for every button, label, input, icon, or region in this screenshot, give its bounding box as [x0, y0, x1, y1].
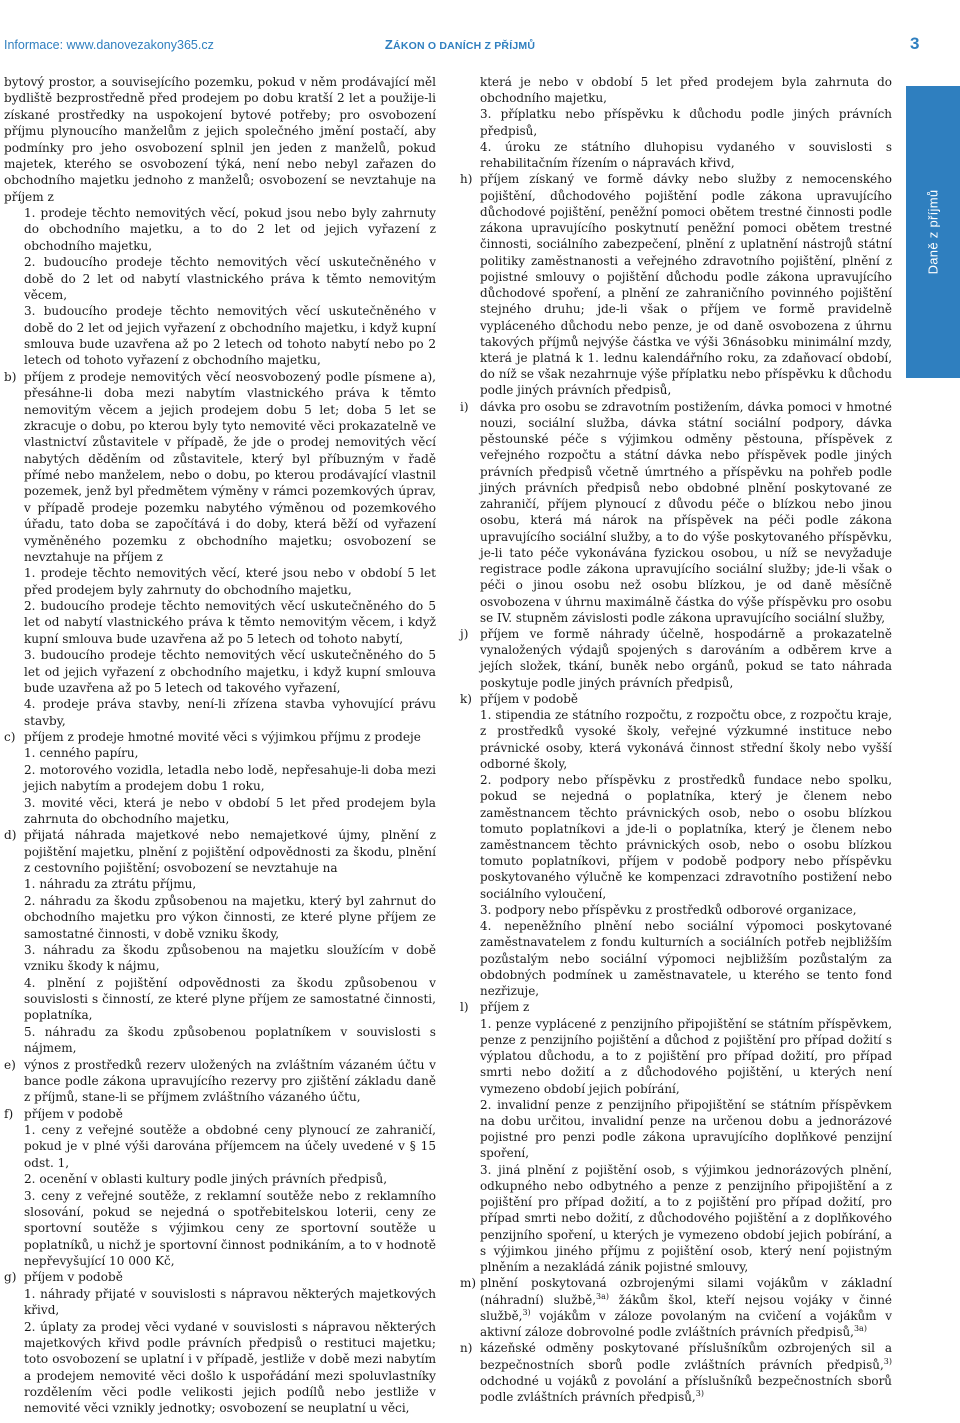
item-text: 2. podpory nebo příspěvku z prostředků fundace nebo spolku, pokud se nejedná o poplatníka, který je členem nebo zaměstnancem těchto právnických osob, nebo o osobu blízkou tomuto poplatníkovi a jde-li o poplatníka, který je členem nebo zaměstnancem těchto právnických osob, nebo o osobu blízkou tomuto poplatníkovi, příjem v podobě podpory nebo příspěvku poskytovaného výlučně ke kompenzaci zdravotního postižení nebo sociálního vyloučení, [480, 773, 892, 901]
footnote-ref: 3) [695, 1389, 704, 1398]
item-text: 1. prodeje těchto nemovitých věcí, které jsou nebo v období 5 let před prodejem byly zahrnuty do obchodního majetku, [24, 566, 436, 597]
item-letter: h) [460, 172, 473, 187]
item-text: 4. úroku ze státního dluhopisu vydaného v souvislosti s rehabilitačním řízením o nápravách křivd, [480, 139, 892, 171]
lettered-item [460, 171, 892, 398]
item-text: příjem získaný ve formě dávky nebo služby z nemocenského pojištění, důchodového pojištění podle zákona upravujícího důchodové pojištění, peněžní pomoci obětem trestné činnosti podle zákona upravujícího poskytnutí peněžní pomoci obětem trestné činnosti, sociálního zabezpečení, plnění z uplatnění nástrojů státní politiky zaměstnanosti a veřejného zdravotního pojištění, plnění z pojistné smlouvy o pojištění důchodu podle zákona upravujícího důchodové spoření, a plnění ze zahraničního povinného pojištění stejného druhu; jde-li však o příjem ve formě pravidelně vypláceného důchodu nebo penze, je od daně osvobozena z úhrnu takových příjmů nejvýše částka ve výši 36násobku minimální mzdy, která je platná k 1. lednu kalendářního roku, za zdaňovací období, do níž se však nezahrnuje výše příplatku nebo příspěvku k důchodu podle jiných právních předpisů, [480, 172, 892, 398]
item-text: příjem z prodeje nemovitých věcí neosvobozený podle písmene a), přesáhne-li doba mezi nabytím vlastnického práva k těmto nemovitým věcem a jejich prodejem dobu 5 let; doba 5 let se zkracuje o dobu, po kterou byly tyto nemovité věci prokazatelně ve vlastnictví zůstavitele v případě, že jde o prodej nemovitých věcí nabytých děděním od zůstavitele, který byl příbuzným v řadě přímé nebo manželem, nebo o dobu, po kterou prodávající vlastnil pozemek, jenž byl předmětem výměny v rámci pozemkových úprav, v případě prodeje pozemku nabytého výměnou od pozemkového úřadu, tato doba se započítává i do doby, která běží od vyřazení vyměněného pozemku z obchodního majetku; osvobození se nevztahuje na příjem z [24, 369, 436, 564]
item-text: 1. náhrady přijaté v souvislosti s nápravou některých majetkových křivd, [24, 1286, 436, 1318]
item-text: příjem z [480, 1000, 530, 1015]
lettered-item [4, 827, 436, 876]
numbered-subitem [460, 902, 892, 918]
lettered-item [4, 729, 436, 745]
item-letter: c) [4, 730, 16, 744]
item-letter: k) [460, 691, 472, 706]
item-text: 4. nepeněžního plnění nebo sociální výpomoci poskytované zaměstnavatelem z fondu kulturních a sociálních potřeb nejbližším pozůstalým nebo sociální výpomoci nejbližším pozůstalým za obdobných podmínek u zaměstnavatele, u kterého se tento fond nezřizuje, [480, 919, 892, 999]
item-text: příjem z prodeje hmotné movité věci s výjimkou příjmu z prodeje [24, 730, 421, 744]
item-text: 1. náhradu za ztrátu příjmu, [24, 877, 197, 892]
side-section-tab [906, 86, 960, 378]
numbered-subitem [460, 139, 892, 171]
item-text: bytový prostor, a souvisejícího pozemku, pokud v něm prodávající měl bydliště bezprostředně před prodejem po dobu kratší 2 let a použije-li získané prostředky na uspokojení bytové potřeby; pro osvobození příjmu plynoucího manželům z jejich společného jmění postačí, aby podmínky pro jeho osvobození splnil jen jeden z manželů, pokud majetek, kterého se osvobození týká, není nebo nebyl zařazen do obchodního majetku jednoho z manželů; osvobození se nevztahuje na příjem z [4, 75, 436, 204]
item-text: plnění poskytovaná ozbrojenými silami vojákům v základní (náhradní) službě, [480, 1276, 892, 1307]
running-title-rest: ÁKON O DANÍCH Z PŘÍJMŮ [393, 40, 536, 52]
item-text: 3. movité věci, která je nebo v období 5 let před prodejem byla zahrnuta do obchodního majetku, [24, 795, 436, 826]
numbered-subitem [4, 795, 436, 828]
numbered-subitem [4, 876, 436, 892]
numbered-subitem [460, 918, 892, 999]
footnote-ref: 3a) [853, 1324, 867, 1334]
numbered-subitem [4, 1286, 436, 1319]
item-text: 1. prodeje těchto nemovitých věcí, pokud jsou nebo byly zahrnuty do obchodního majetku, a to do 2 let od jejich vyřazení z obchodního majetku, [24, 206, 436, 253]
lettered-item [460, 1275, 892, 1340]
numbered-subitem [4, 565, 436, 598]
footnote-ref: 3) [883, 1356, 892, 1366]
item-text: 2. budoucího prodeje těchto nemovitých věcí uskutečněného do 5 let od nabytí vlastnického práva k těmto nemovitým věcem, i když kupní smlouva bude uzavřena až po 5 letech od tohoto nabytí, [24, 599, 436, 646]
lettered-item [4, 1269, 436, 1285]
lettered-item [460, 691, 892, 707]
numbered-subitem [460, 1016, 892, 1097]
lettered-item [460, 399, 892, 626]
item-text: 3. budoucího prodeje těchto nemovitých věcí uskutečněného do 5 let od jejich vyřazení z obchodního majetku, i když kupní smlouva bude uzavřena až po 5 letech od takového vyřazení, [24, 648, 436, 695]
item-text: příjem v podobě [24, 1106, 123, 1121]
numbered-subitem [460, 106, 892, 138]
item-text: příjem ve formě náhrady účelně, hospodárně a prokazatelně vynaložených výdajů spojených s darováním a odběrem krve a jejích složek, tkání, buněk nebo orgánů, pokud se tato náhrada poskytuje podle jiných právních předpisů, [480, 626, 892, 690]
paragraph [4, 74, 436, 205]
numbered-subitem [4, 893, 436, 942]
item-text: 3. budoucího prodeje těchto nemovitých věcí uskutečněného v době do 2 let od jejich vyřazení z obchodního majetku, i když kupní smlouva bude uzavřena až po 2 letech od tohoto nabytí nebo po 2 letech od tohoto vyřazení z obchodního majetku, [24, 304, 436, 368]
side-section-label: Daně z příjmů [925, 189, 941, 275]
lettered-item [460, 1340, 892, 1405]
lettered-item [4, 1057, 436, 1106]
item-text: 3. ceny z veřejné soutěže, z reklamní soutěže nebo z reklamního slosování, pokud se nejedná o spotřebitelskou loterii, ceny ze sportovní soutěže s výjimkou ceny ze sportovní soutěže u poplatníků, u nichž je sportovní činnost podnikáním, a to v hodnotě nepřevyšující 10 000 Kč, [24, 1188, 436, 1268]
item-text: příjem v podobě [480, 691, 578, 706]
header-source: Informace: www.danovezakony365.cz [4, 38, 214, 52]
item-text: žákům škol, kteří nejsou vojáky v činné službě, [480, 1292, 892, 1323]
item-text: kázeňské odměny poskytované příslušníkům ozbrojených sil a bezpečnostních sborů podle zvláštních právních předpisů, [480, 1341, 892, 1372]
numbered-subitem [4, 975, 436, 1024]
item-text: která je nebo v období 5 let před prodejem byla zahrnuta do obchodního majetku, [480, 75, 892, 106]
item-text: příjem v podobě [24, 1270, 123, 1285]
item-text: 2. motorového vozidla, letadla nebo lodě, nepřesahuje-li doba mezi jejich nabytím a prodejem dobu 1 roku, [24, 762, 436, 794]
numbered-subitem [460, 707, 892, 772]
item-letter: i) [460, 399, 469, 414]
lettered-item [460, 626, 892, 691]
numbered-subitem [4, 1319, 436, 1417]
item-text: 3. příplatku nebo příspěvku k důchodu podle jiných právních předpisů, [480, 107, 892, 138]
item-text: 1. ceny z veřejné soutěže a obdobné ceny plynoucí ze zahraničí, pokud je v plné výši darována příjemcem na účely uvedené v § 15 odst. 1, [24, 1123, 436, 1170]
lettered-item [460, 999, 892, 1015]
item-text: 1. stipendia ze státního rozpočtu, z rozpočtu obce, z rozpočtu kraje, z prostředků vysoké školy, veřejné výzkumné instituce nebo právnické osoby, která vykonává činnost střední školy nebo vyšší odborné školy, [480, 708, 892, 771]
item-letter: l) [460, 1000, 469, 1015]
numbered-subitem [4, 254, 436, 303]
numbered-subitem [4, 647, 436, 696]
item-letter: d) [4, 828, 17, 843]
footnote-ref: 3a) [596, 1291, 609, 1301]
numbered-subitem [4, 303, 436, 369]
numbered-subitem [4, 598, 436, 647]
item-letter: f) [4, 1106, 14, 1121]
numbered-subitem [4, 1188, 436, 1270]
item-letter: m) [460, 1276, 476, 1291]
right-column [460, 74, 892, 1405]
footnote-ref: 3) [522, 1307, 531, 1317]
item-letter: g) [4, 1270, 17, 1285]
item-text: výnos z prostředků rezerv uložených na zvláštním vázaném účtu v bance podle zákona upravujícího rezervy pro zjištění základu daně z příjmů, stane-li se příjmem zvláštního vázaného účtu, [24, 1057, 436, 1105]
numbered-subitem [4, 1024, 436, 1057]
numbered-subitem [460, 1097, 892, 1162]
item-letter: e) [4, 1057, 16, 1072]
lettered-item [4, 369, 436, 566]
item-text: 1. cenného papíru, [24, 746, 139, 761]
item-text: 4. prodeje práva stavby, není-li zřízena stavba vyhovující právu stavby, [24, 697, 436, 728]
item-text: přijatá náhrada majetkové nebo nemajetkové újmy, plnění z pojištění majetku, plnění z pojištění odpovědnosti za škodu, plnění z cestovního pojištění; osvobození se nevztahuje na [24, 828, 436, 875]
item-text: 3. podpory nebo příspěvku z prostředků odborové organizace, [480, 902, 857, 917]
item-text: 3. náhradu za škodu způsobenou na majetku sloužícím v době vzniku škody k nájmu, [24, 942, 436, 974]
lettered-item [4, 1106, 436, 1122]
item-text: dávka pro osobu se zdravotním postižením, dávka pomoci v hmotné nouzi, sociální služba, dávka státní sociální podpory, dávka pěstounské péče s výjimkou odměny pěstouna, příspěvek z veřejného rozpočtu a státní dávka nebo příspěvek podle jiných právních předpisů včetně úmrtného a příspěvku na pohřeb podle jiných právních předpisů nebo obdobné plnění poskytované ze zahraničí, příjem plynoucí z důvodu péče o blízkou nebo jinou osobu, která má nárok na příspěvek na péči podle zákona upravujícího sociální služby, a to do výše poskytovaného příspěvku, je-li tato péče vykonávána fyzickou osobou, u níž se nevyžaduje registrace podle zákona upravujícího sociální služby; jde-li však o péči o jinou osobu než osobu blízkou, je od daně měsíčně osvobozena v úhrnu maximálně částka do výše příspěvku pro osobu se IV. stupněm závislosti podle zákona upravujícího sociální služby, [480, 399, 892, 625]
item-letter: b) [4, 369, 17, 384]
running-title [300, 37, 620, 52]
numbered-subitem [460, 772, 892, 902]
item-text: 5. náhradu za škodu způsobenou poplatníkem v souvislosti s nájmem, [24, 1024, 436, 1056]
item-text: 1. penze vyplácené z penzijního připojištění se státním příspěvkem, penze z penzijního pojištění a důchod z pojištění pro případ dožití s výplatou důchodu, a to z pojištění pro případ dožití, pro případ smrti nebo dožití a z důchodového pojištění, u kterých není vymezeno období jejich pobírání, [480, 1016, 892, 1096]
numbered-subitem [4, 205, 436, 254]
item-text: 2. ocenění v oblasti kultury podle jiných právních předpisů, [24, 1172, 388, 1187]
numbered-subitem [4, 745, 436, 761]
item-text: 2. úplaty za prodej věci vydané v souvislosti s nápravou některých majetkových křivd podle právních předpisů o restituci majetku; toto osvobození se uplatní i v případě, jestliže v době mezi nabytím a prodejem nemovité věci došlo k uspořádání mezi spoluvlastníky rozdělením věci podle velikosti jejich podílů nebo jestliže v nemovité věci vznikly jednotky; osvobození se neuplatní u věci, [24, 1319, 436, 1416]
item-letter: j) [460, 626, 469, 641]
item-text: 2. náhradu za škodu způsobenou na majetku, který byl zahrnut do obchodního majetku pro výkon činnosti, ze které plyne příjem ze samostatné činnosti, v době vzniku škody, [24, 893, 436, 941]
numbered-subitem [4, 696, 436, 729]
page-number: 3 [910, 34, 920, 53]
item-text: 2. budoucího prodeje těchto nemovitých věcí uskutečněného v době do 2 let od nabytí vlastnického práva k těmto nemovitým věcem, [24, 255, 436, 302]
running-title-initial: Z [384, 37, 394, 52]
numbered-subitem [4, 1122, 436, 1171]
item-text: 4. plnění z pojištění odpovědnosti za škodu způsobenou v souvislosti s činností, ze které plyne příjem ze samostatné činnosti, poplatníka, [24, 975, 436, 1023]
item-text: 3. jiná plnění z pojištění osob, s výjimkou jednorázových plnění, odkupného nebo odbytného a penze z penzijního připojištění a z pojištění pro případ dožití, a to z pojištění pro případ dožití, pro případ smrti nebo dožití, z důchodového pojištění a z doplňkového penzijního spoření, u kterých je vymezeno období jejich pobírání, a s výjimkou jiného příjmu z pojištění osob, který není pojistným plněním a nezakládá zánik pojistné smlouvy, [480, 1162, 892, 1275]
item-letter: n) [460, 1341, 473, 1356]
numbered-subitem [4, 762, 436, 795]
numbered-subitem [4, 942, 436, 975]
numbered-subitem [4, 1171, 436, 1187]
numbered-subitem [460, 74, 892, 106]
item-text: 2. invalidní penze z penzijního připojištění se státním příspěvkem na dobu určitou, invalidní penze na určenou dobu a jednorázové pojistné pro penzi podle zákona upravujícího doplňkové penzijní spoření, [480, 1097, 892, 1161]
item-text: vojákům v záloze povolaným na cvičení a vojákům v aktivní záloze dobrovolné podle zvláštních právních předpisů, [480, 1308, 892, 1340]
item-text: odchodné u vojáků z povolání a příslušníků bezpečnostních sborů podle zvláštních právních předpisů, [480, 1373, 892, 1404]
left-column [4, 74, 436, 1417]
numbered-subitem [460, 1162, 892, 1276]
